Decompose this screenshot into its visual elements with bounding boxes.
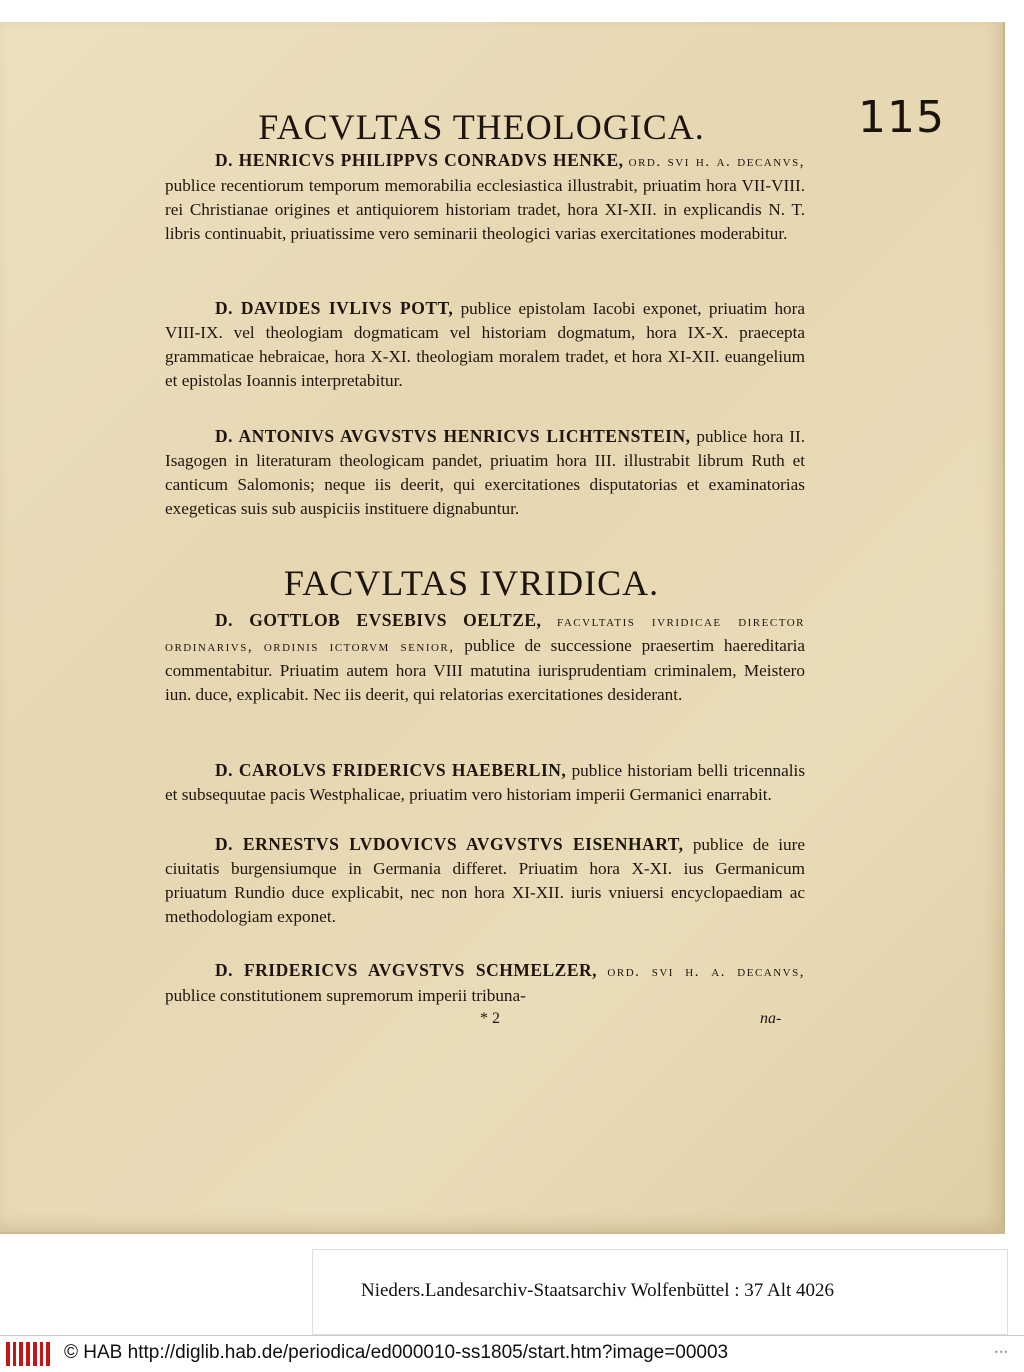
entry-text: publice constitutionem supremorum imperii tribuna-	[165, 986, 526, 1005]
entry-name: D. ERNESTVS LVDOVICVS AVGVSTVS EISENHART,	[215, 834, 684, 854]
dots-icon: •••	[994, 1348, 1009, 1357]
entry-pott	[165, 296, 805, 393]
entry-title: ord. svi h. a. decanvs,	[628, 154, 805, 170]
signature-mark: * 2	[480, 1010, 500, 1027]
entry-eisenhart	[165, 832, 805, 929]
entry-name: D. CAROLVS FRIDERICVS HAEBERLIN,	[215, 760, 567, 780]
entry-text: publice hora II. Isagogen in literaturam theologicam pandet, priuatim hora III. illustrabit librum Ruth et canticum Salomonis; neque iis deerit, qui exercitationes disputatorias et examinatorias exegeticas suis sub auspiciis instituere dignabuntur.	[165, 427, 805, 518]
entry-name: D. DAVIDES IVLIVS POTT,	[215, 298, 454, 318]
archive-label: Nieders.Landesarchiv-Staatsarchiv Wolfenbüttel : 37 Alt 4026	[361, 1280, 834, 1301]
entry-name: D. ANTONIVS AVGVSTVS HENRICVS LICHTENSTEIN,	[215, 426, 691, 446]
hab-logo-icon	[6, 1342, 50, 1366]
entry-title: facvltatis ivridicae director ordinarivs, ordinis ictorvm senior,	[165, 614, 805, 655]
entry-text: publice recentiorum temporum memorabilia ecclesiastica illustrabit, priuatim hora VII-VIII. rei Christianae origines et antiquiorem historiam tradet, hora XI-XII. in explicandis N. T. libris continuabit, priuatissime vero seminarii theologici varias exercitationes moderabitur.	[165, 176, 805, 243]
entry-name: D. GOTTLOB EVSEBIVS OELTZE,	[215, 610, 542, 630]
entry-name: D. FRIDERICVS AVGVSTVS SCHMELZER,	[215, 960, 598, 980]
entry-name: D. HENRICVS PHILIPPVS CONRADVS HENKE,	[215, 150, 624, 170]
entry-text: publice historiam belli tricennalis et subsequutae pacis Westphalicae, priuatim vero historiam imperii Germanici enarrabit.	[165, 761, 806, 804]
entry-text: publice de iure ciuitatis burgensiumque in Germania differet. Priuatim hora X-XI. ius Germanicum priuatum Rundio duce explicabit, nec non hora XI-XII. iuris vniuersi encyclopaediam ac methodologiam exponet.	[165, 835, 805, 926]
entry-haeberlin	[165, 758, 805, 807]
entry-title: ord. svi h. a. decanvs,	[607, 964, 805, 980]
catchword: na-	[760, 1010, 782, 1027]
page-number: 115	[858, 92, 945, 143]
heading-theology: FACVLTAS THEOLOGICA.	[258, 107, 705, 147]
entry-text: publice de successione praesertim haereditaria commentabitur. Priuatim autem hora VIII matutina iurisprudentiam criminalem, Meistero iun. duce, explicabit. Nec iis deerit, qui relatorias exercitationes desiderant.	[165, 636, 805, 704]
archive-label-box	[312, 1249, 1008, 1335]
entry-oeltze	[165, 608, 805, 707]
entry-henke	[165, 148, 805, 246]
footer-link[interactable]: © HAB http://diglib.hab.de/periodica/ed000010-ss1805/start.htm?image=00003	[64, 1342, 729, 1363]
entry-lichtenstein	[165, 424, 805, 521]
entry-text: publice epistolam Iacobi exponet, priuatim hora VIII-IX. vel theologiam dogmaticam vel historiam dogmatum, hora IX-X. praecepta grammaticae hebraicae, hora X-XI. theologiam moralem tradet, et hora XI-XII. euangelium et epistolas Ioannis interpretabitur.	[165, 299, 806, 390]
footer-bar	[0, 1335, 1024, 1372]
entry-schmelzer	[165, 958, 805, 1008]
heading-law: FACVLTAS IVRIDICA.	[283, 563, 660, 603]
